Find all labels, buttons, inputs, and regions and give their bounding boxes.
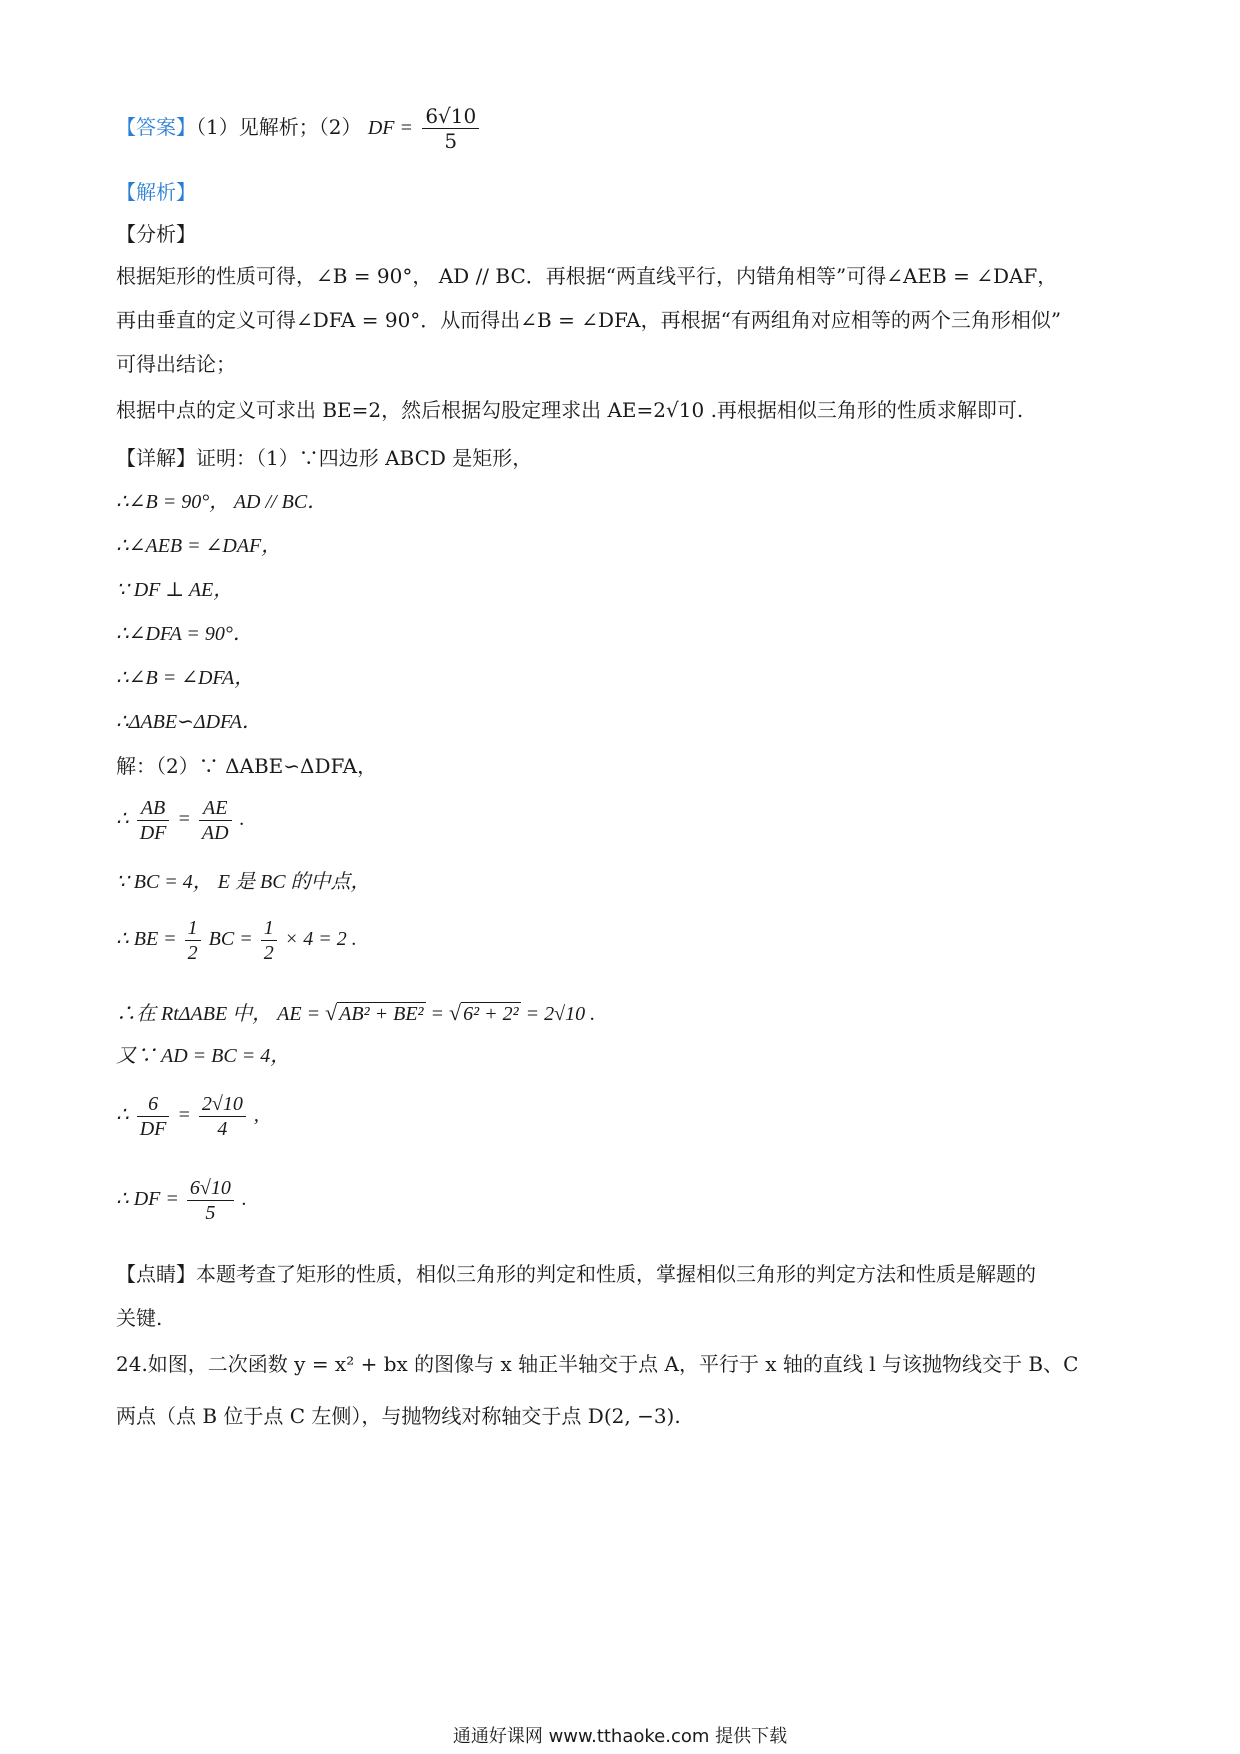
detail-first-line — [116, 446, 532, 470]
df1-frac-1 — [137, 1092, 170, 1141]
ratio-frac-2 — [199, 796, 232, 845]
df-ratio-line — [116, 1092, 259, 1141]
answer-den: 5 — [444, 129, 458, 153]
analysis-line-4: 根据中点的定义可求出 BE=2，然后根据勾股定理求出 AE=2√10 .再根据相似三角形的性质求解即可. — [116, 398, 1024, 422]
ratio-n1: AB — [137, 796, 170, 821]
ae-sqrt-2: 6² + 2² — [463, 1003, 519, 1025]
be-post: × 4 = 2 . — [284, 928, 357, 951]
ae-post: = 2√10 . — [525, 1003, 596, 1025]
be-d2: 2 — [263, 942, 274, 964]
be-frac-2 — [261, 916, 277, 965]
answer-lhs: DF = — [367, 117, 413, 139]
ratio-post: . — [239, 808, 245, 831]
df-result-line — [116, 1176, 247, 1225]
df1-pre: ∴ — [116, 1104, 129, 1127]
part2-line: 解：（2）∵ ΔABE∽ΔDFA， — [116, 754, 378, 778]
ratio-n2: AE — [199, 796, 232, 821]
ae-sqrt-1: AB² + BE² — [339, 1003, 424, 1025]
answer-tag: 【答案】 — [116, 115, 196, 139]
be-n1: 1 — [185, 916, 201, 941]
bc-line: ∵ BC = 4， E 是 BC 的中点， — [116, 871, 371, 893]
df2-pre: ∴ DF = — [116, 1188, 179, 1211]
df1-d1: DF — [139, 1118, 167, 1140]
dianjing-line-2: 关键. — [116, 1306, 163, 1330]
ratio-line — [116, 796, 245, 845]
ratio-d1: DF — [139, 822, 167, 844]
ratio-frac-1 — [137, 796, 170, 845]
df1-n2: 2√10 — [199, 1092, 246, 1117]
df2-frac — [187, 1176, 234, 1225]
be-frac-1 — [185, 916, 201, 965]
dianjing-tag: 【点睛】 — [116, 1262, 196, 1286]
answer-line — [116, 104, 482, 153]
fenxi-tag: 【分析】 — [116, 222, 196, 246]
proof-step-4: ∴∠DFA = 90°． — [116, 623, 253, 645]
detail-first: 证明：（1）∵四边形 ABCD 是矩形， — [196, 446, 533, 470]
proof-step-1: ∴∠B = 90°， AD // BC． — [116, 491, 328, 513]
be-pre: ∴ BE = — [116, 928, 177, 951]
ad-line: 又∵ AD = BC = 4， — [116, 1045, 291, 1067]
df1-n1: 6 — [137, 1092, 170, 1117]
analysis-line-2: 再由垂直的定义可得∠DFA = 90°．从而得出∠B = ∠DFA，再根据“有两组角对应相等的两个三角形相似” — [116, 308, 1062, 332]
dianjing-text: 本题考查了矩形的性质，相似三角形的判定和性质，掌握相似三角形的判定方法和性质是解题的 — [196, 1262, 1036, 1286]
answer-fraction — [422, 104, 479, 153]
be-n2: 1 — [261, 916, 277, 941]
proof-step-3: ∵ DF ⊥ AE， — [116, 579, 234, 601]
df2-n1: 6√10 — [187, 1176, 234, 1201]
be-mid: BC = — [208, 928, 253, 951]
proof-step-2: ∴∠AEB = ∠DAF， — [116, 535, 282, 557]
dianjing-line-1 — [116, 1262, 1036, 1286]
df1-d2: 4 — [217, 1118, 228, 1140]
detail-tag: 【详解】 — [116, 446, 196, 470]
df1-post: , — [253, 1104, 259, 1127]
be-line — [116, 916, 357, 965]
proof-step-5: ∴∠B = ∠DFA， — [116, 667, 255, 689]
answer-num: 6√10 — [422, 104, 479, 129]
proof-step-6: ∴ΔABE∽ΔDFA． — [116, 711, 262, 733]
radical-icon: √ — [449, 1000, 462, 1025]
answer-text: （1）见解析；（2） — [196, 115, 362, 139]
df1-frac-2 — [199, 1092, 246, 1141]
page-footer: 通通好课网 www.tthaoke.com 提供下载 — [452, 1726, 788, 1747]
be-d1: 2 — [187, 942, 198, 964]
ratio-pre: ∴ — [116, 808, 129, 831]
question-24-line-2: 两点（点 B 位于点 C 左侧），与抛物线对称轴交于点 D(2, −3). — [116, 1404, 681, 1428]
ratio-d2: AD — [201, 822, 229, 844]
radical-icon: √ — [325, 1000, 338, 1025]
jiexi-tag: 【解析】 — [116, 180, 196, 204]
df2-d1: 5 — [205, 1202, 216, 1224]
analysis-line-3: 可得出结论； — [116, 352, 236, 376]
ae-eq: = — [430, 1003, 445, 1025]
analysis-line-1: 根据矩形的性质可得，∠B = 90°， AD // BC．再根据“两直线平行，内错角相等”可得∠AEB = ∠DAF， — [116, 264, 1058, 288]
df1-eq: = — [177, 1104, 191, 1127]
ae-pre: ∴在 RtΔABE 中， AE = — [116, 1003, 321, 1025]
df2-post: . — [241, 1188, 247, 1211]
ae-line — [116, 1000, 595, 1026]
ratio-eq: = — [177, 808, 191, 831]
question-24-line-1: 24.如图，二次函数 y = x² + bx 的图像与 x 轴正半轴交于点 A，平行于 x 轴的直线 l 与该抛物线交于 B、C — [116, 1352, 1079, 1376]
